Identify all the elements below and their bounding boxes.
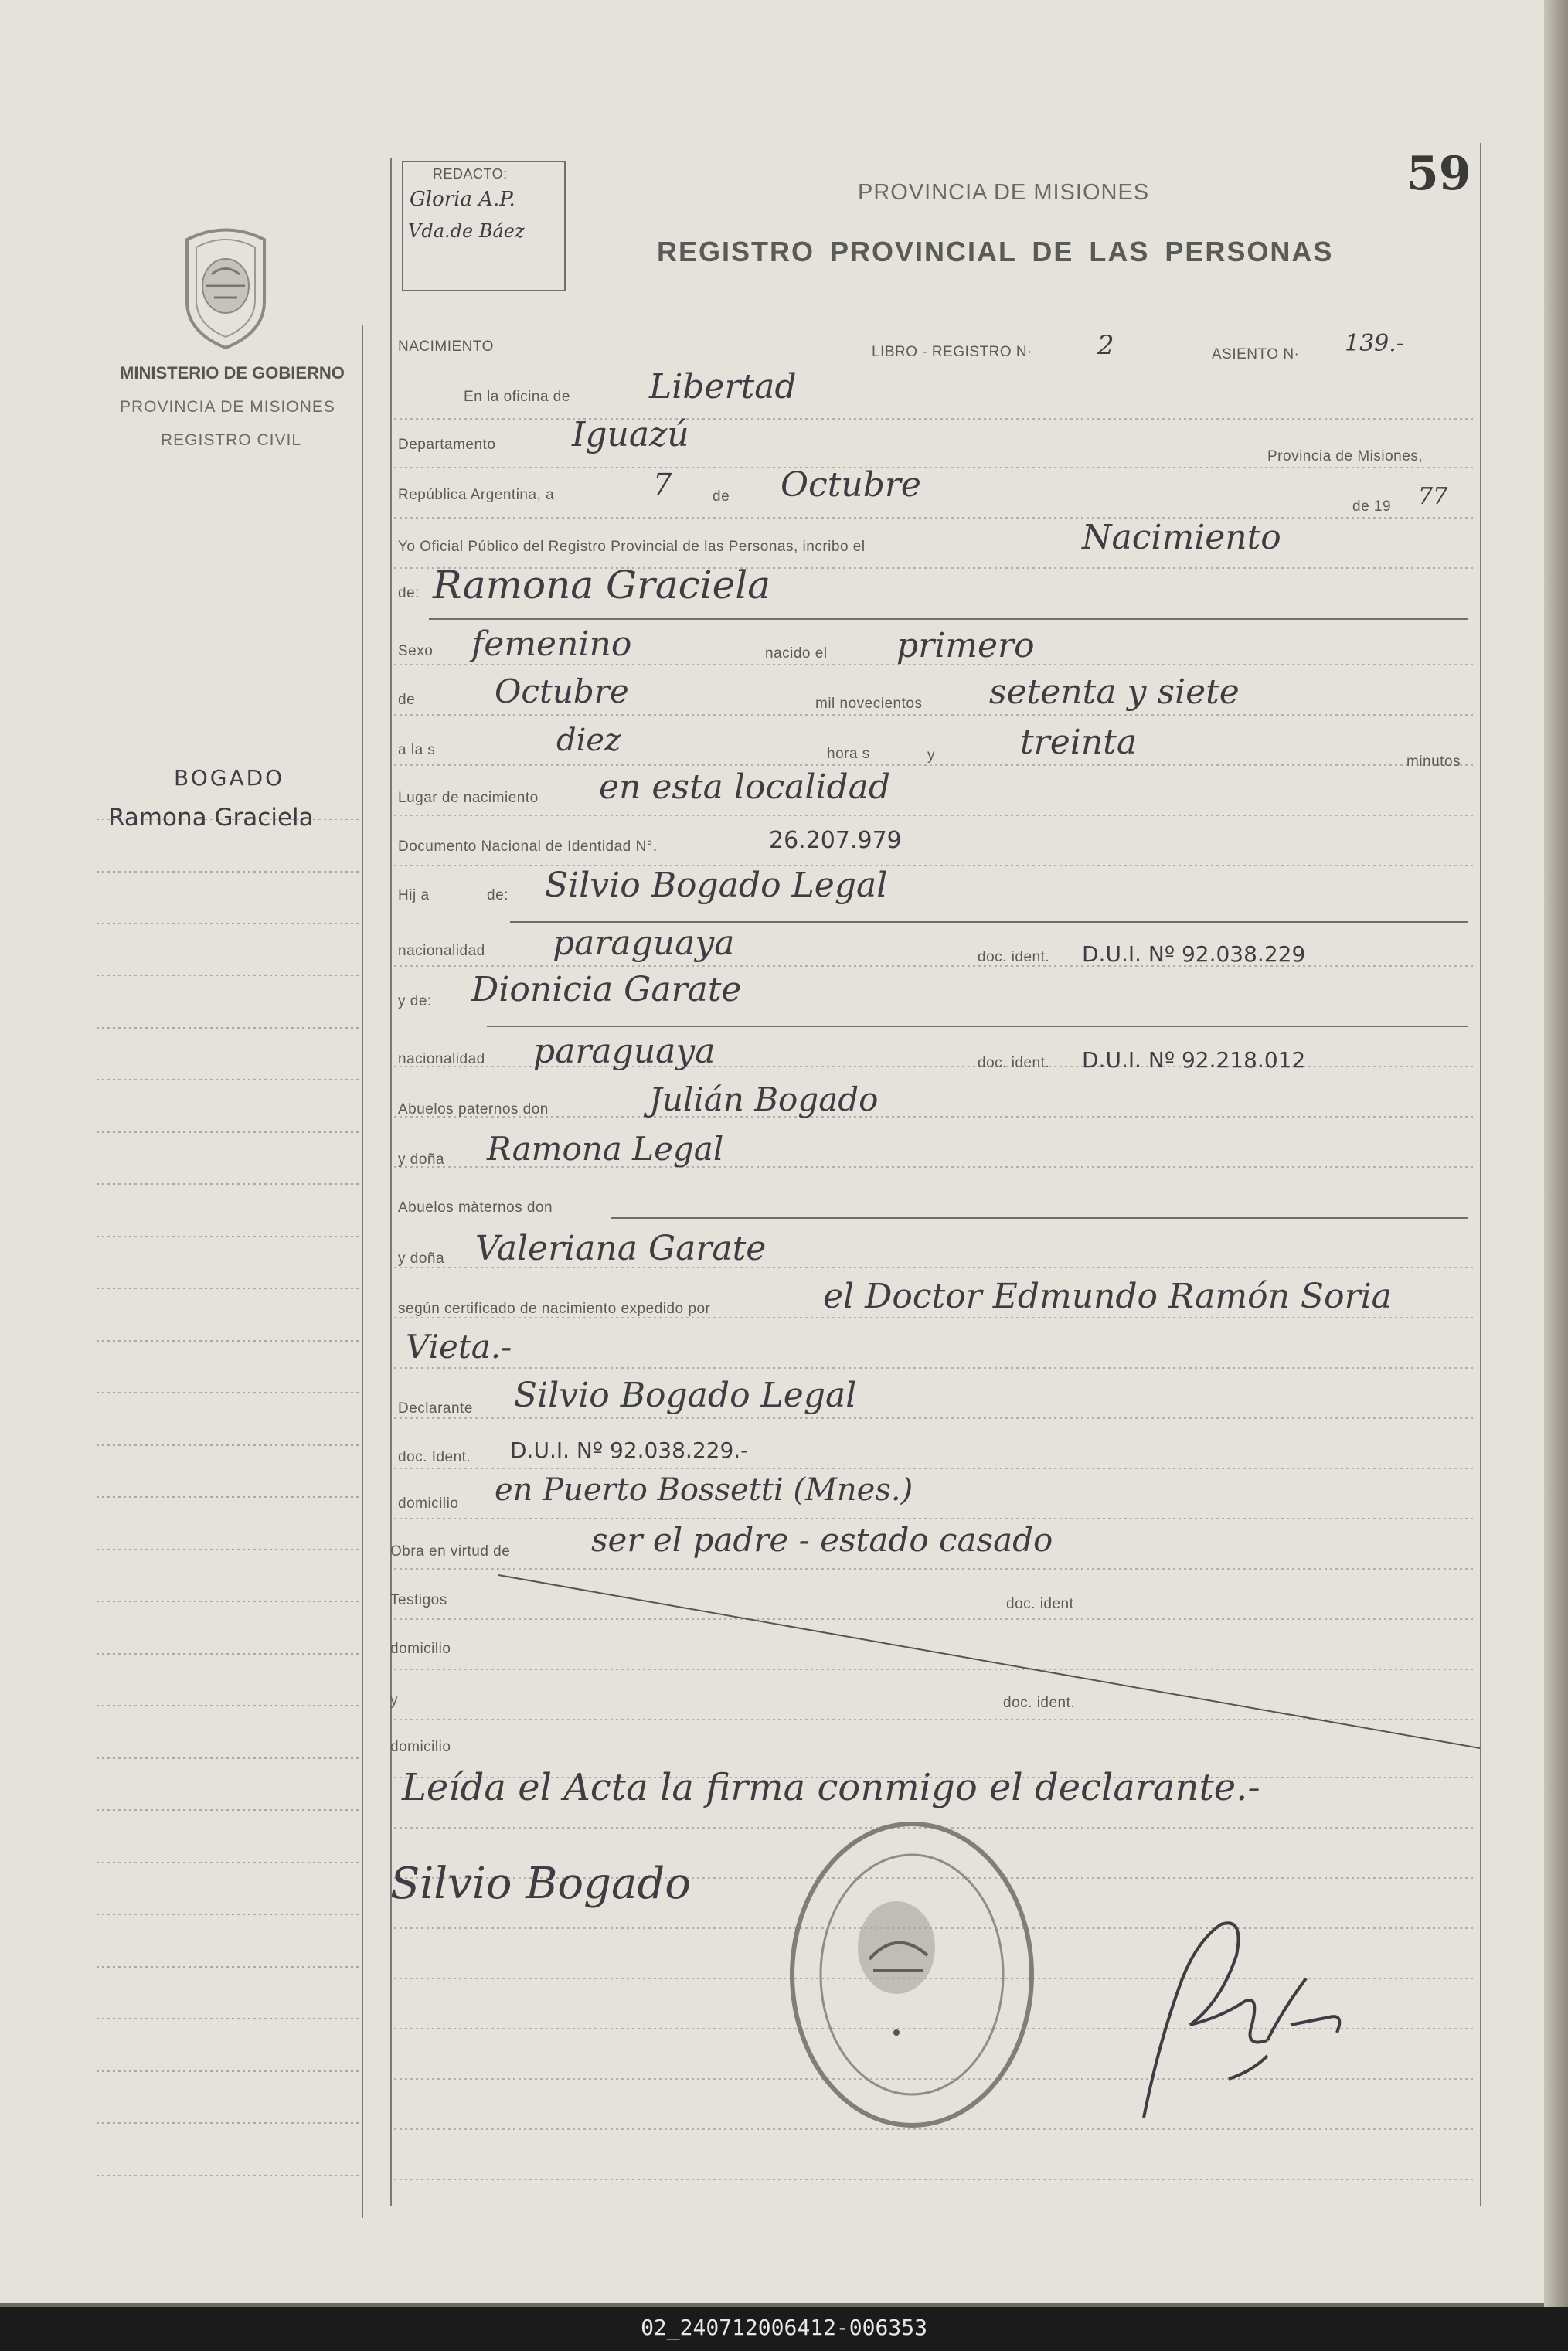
binding-edge bbox=[1544, 0, 1568, 2307]
domicilio1-label: domicilio bbox=[398, 1495, 459, 1512]
padre-value: Silvio Bogado Legal bbox=[545, 866, 888, 905]
frame-right bbox=[1480, 143, 1481, 2206]
cancel-line bbox=[495, 1569, 1484, 1754]
nacido-value: primero bbox=[896, 626, 1035, 665]
abmat-label: Abuelos màternos don bbox=[398, 1199, 553, 1216]
testigos-label: Testigos bbox=[390, 1592, 447, 1608]
declarante-value: Silvio Bogado Legal bbox=[514, 1376, 857, 1415]
alas-label: a la s bbox=[398, 742, 436, 758]
docident3-label: doc. Ident. bbox=[398, 1449, 471, 1465]
redacto-label: REDACTO: bbox=[433, 166, 508, 182]
margin-surname: BOGADO bbox=[174, 765, 285, 791]
abpat2-value: Ramona Legal bbox=[487, 1130, 724, 1168]
hijo-label: Hij a bbox=[398, 887, 430, 903]
anio-label: de 19 bbox=[1352, 498, 1392, 515]
libro-value: 2 bbox=[1097, 330, 1114, 361]
signature-declarante: Silvio Bogado bbox=[390, 1859, 691, 1909]
anio-nac-value: setenta y siete bbox=[989, 672, 1240, 712]
official-signature-icon bbox=[1128, 1886, 1368, 2133]
segun-label: según certificado de nacimiento expedido por bbox=[398, 1301, 711, 1317]
frame-left-outer bbox=[362, 325, 363, 2218]
official-stamp-icon bbox=[781, 1812, 1043, 2137]
redacto-line2: Vda.de Báez bbox=[408, 220, 525, 242]
yde-label: y de: bbox=[398, 993, 432, 1009]
oficina-label: En la oficina de bbox=[464, 389, 570, 405]
obra-label: Obra en virtud de bbox=[390, 1543, 511, 1560]
oficial-value: Nacimiento bbox=[1082, 518, 1281, 557]
docident1-value: D.U.I. Nº 92.038.229 bbox=[1082, 941, 1306, 967]
nombre-value: Ramona Graciela bbox=[433, 563, 771, 607]
ministry-line3: REGISTRO CIVIL bbox=[161, 431, 302, 449]
sexo-value: femenino bbox=[471, 624, 632, 664]
abpat-value: Julián Bogado bbox=[649, 1080, 879, 1118]
docident5-label: doc. ident. bbox=[1003, 1695, 1076, 1711]
declarante-label: Declarante bbox=[398, 1400, 473, 1417]
abpat-label: Abuelos paternos don bbox=[398, 1101, 549, 1118]
nac2-value: paraguaya bbox=[533, 1032, 716, 1071]
mes-value: Octubre bbox=[781, 465, 921, 505]
ydona2-label: y doña bbox=[398, 1250, 445, 1267]
docident1-label: doc. ident. bbox=[978, 949, 1050, 965]
nac1-label: nacionalidad bbox=[398, 943, 485, 959]
y-label: y bbox=[927, 747, 935, 764]
madre-value: Dionicia Garate bbox=[471, 970, 742, 1009]
oficina-value: Libertad bbox=[649, 367, 797, 407]
image-caption: 02_240712006412-006353 bbox=[641, 2315, 927, 2340]
sexo-label: Sexo bbox=[398, 643, 434, 659]
asiento-value: 139.- bbox=[1345, 330, 1404, 357]
hora-value: diez bbox=[556, 723, 621, 758]
redacto-line1: Gloria A.P. bbox=[410, 188, 515, 211]
ministry-line2: PROVINCIA DE MISIONES bbox=[120, 398, 335, 416]
minutos-value: treinta bbox=[1020, 723, 1138, 762]
segun-value: el Doctor Edmundo Ramón Soria bbox=[823, 1277, 1392, 1316]
segun-value-2: Vieta.- bbox=[406, 1328, 512, 1366]
docident3-value: D.U.I. Nº 92.038.229.- bbox=[510, 1437, 749, 1463]
hora-label: hora s bbox=[827, 746, 870, 762]
mes-nac-value: Octubre bbox=[495, 672, 629, 710]
line-padre bbox=[510, 921, 1468, 923]
domicilio1-value: en Puerto Bossetti (Mnes.) bbox=[495, 1472, 913, 1508]
dni-label: Documento Nacional de Identidad N°. bbox=[398, 839, 658, 855]
dia-value: 7 bbox=[653, 468, 672, 502]
closing-statement: Leída el Acta la firma conmigo el declarante.- bbox=[402, 1766, 1260, 1809]
libro-label: LIBRO - REGISTRO N· bbox=[872, 344, 1032, 360]
margin-dotted-lines bbox=[97, 819, 359, 2195]
nacimiento-label: NACIMIENTO bbox=[398, 339, 494, 355]
page-number: 59 bbox=[1406, 147, 1471, 201]
margin-given-name: Ramona Graciela bbox=[108, 804, 314, 832]
de3-label: de: bbox=[487, 887, 508, 903]
obra-value: ser el padre - estado casado bbox=[591, 1521, 1053, 1559]
provincial-seal-icon bbox=[172, 224, 280, 352]
line-nombre bbox=[429, 618, 1468, 620]
abmat2-value: Valeriana Garate bbox=[475, 1229, 767, 1268]
domicilio3-label: domicilio bbox=[390, 1739, 451, 1755]
line-madre bbox=[487, 1026, 1468, 1027]
docident2-value: D.U.I. Nº 92.218.012 bbox=[1082, 1047, 1306, 1073]
anio-value: 77 bbox=[1418, 483, 1448, 510]
asiento-label: ASIENTO N· bbox=[1212, 346, 1300, 362]
republica-label: República Argentina, a bbox=[398, 487, 555, 503]
de-nombre-label: de: bbox=[398, 585, 420, 601]
ministry-line1: MINISTERIO DE GOBIERNO bbox=[120, 363, 345, 383]
ydona1-label: y doña bbox=[398, 1152, 445, 1168]
docident4-label: doc. ident bbox=[1006, 1596, 1074, 1612]
de2-label: de bbox=[398, 692, 416, 708]
lugar-label: Lugar de nacimiento bbox=[398, 790, 539, 806]
departamento-value: Iguazú bbox=[572, 415, 689, 454]
oficial-label: Yo Oficial Público del Registro Provincial de las Personas, incribo el bbox=[398, 539, 866, 555]
provincia-label: Provincia de Misiones, bbox=[1267, 448, 1423, 464]
y2-label: y bbox=[390, 1693, 398, 1709]
departamento-label: Departamento bbox=[398, 437, 496, 453]
nacido-label: nacido el bbox=[765, 645, 828, 662]
nac1-value: paraguaya bbox=[553, 924, 735, 963]
province-heading: PROVINCIA DE MISIONES bbox=[858, 180, 1150, 205]
dni-value: 26.207.979 bbox=[769, 827, 902, 854]
lugar-value: en esta localidad bbox=[599, 767, 891, 807]
line-abuelos-maternos bbox=[611, 1217, 1468, 1219]
mil-label: mil novecientos bbox=[815, 696, 923, 712]
registry-heading: REGISTRO PROVINCIAL DE LAS PERSONAS bbox=[657, 236, 1334, 267]
nac2-label: nacionalidad bbox=[398, 1051, 485, 1067]
domicilio2-label: domicilio bbox=[390, 1641, 451, 1657]
docident2-label: doc. ident. bbox=[978, 1055, 1050, 1071]
minutos-label: minutos bbox=[1406, 754, 1461, 770]
de-label: de bbox=[713, 488, 730, 505]
